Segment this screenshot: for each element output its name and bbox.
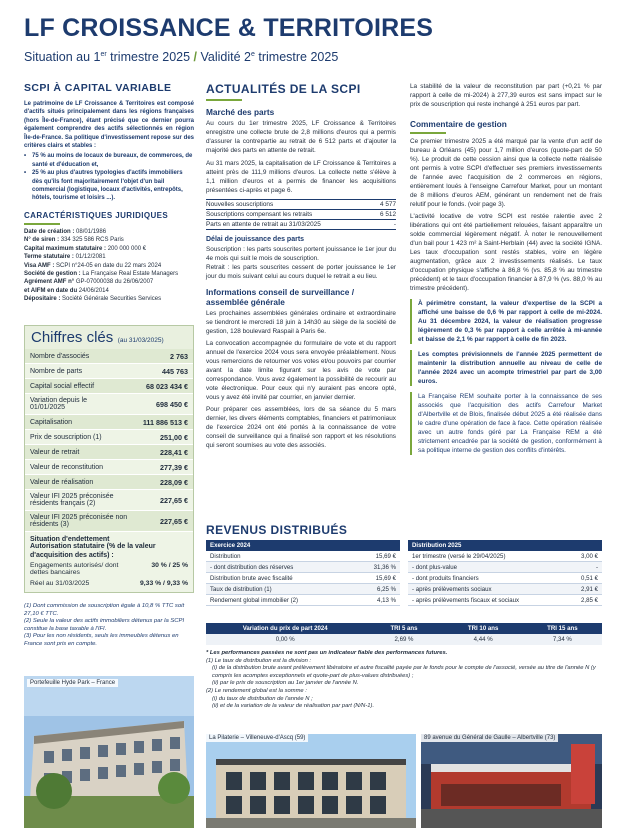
table-header: Exercice 2024 <box>206 540 400 551</box>
revenues-title: REVENUS DISTRIBUÉS <box>206 523 348 537</box>
footnote: * Les performances passées ne sont pas un indicateur fiable des performances futures. <box>206 650 448 656</box>
legal-key: Société de gestion : <box>24 270 81 277</box>
news-paragraph: La convocation accompagnée du formulaire de vote et du rapport annuel de l'exercice 2024 vous sera envoyée préalablement. Nous vous remercions de retourner vos votes et/ou pouvoirs par courrier avant la date limite figurant sur les avis de vote par correspondance. Vous avez également la possibilité de recourir au vote électronique. Pour ceux qui n'y auraient pas encore opté, vous y avez été invité par courrier, en janvier dernier. <box>206 340 396 401</box>
row-value: 277,39 € <box>160 462 188 472</box>
news-subheading: Délai de jouissance des parts <box>206 236 305 243</box>
row-label: Distribution brute avec fiscalité <box>210 574 293 582</box>
cell: 4,44 % <box>473 636 493 643</box>
news-paragraph: Pour préparer ces assemblées, lors de sa séance du 5 mars dernier, les divers éléments comptables, financiers et patrimoniaux de l'exercice 2024 ont été portés à la connaissance de votre conseil de surveillance qui a finalisé son rapport et les résolutions qui seront soumises au vote des associés. <box>206 406 396 449</box>
table-row <box>25 460 193 475</box>
row-value: 6,25 % <box>377 585 396 593</box>
row-label: Capitalisation <box>30 418 73 426</box>
table-row <box>206 200 396 210</box>
news-subheading: Marché des parts <box>206 107 275 117</box>
table-row <box>408 562 602 573</box>
legal-value: GP-07000038 du 26/06/2007 <box>75 279 154 286</box>
divider <box>24 223 60 225</box>
footnote: (3) Pour les non résidents, seuls les immeubles détenus en France sont pris en compte. <box>24 633 179 647</box>
row-label: Parts en attente de retrait au 31/03/2025 <box>206 221 321 228</box>
row-label: - après prélèvements fiscaux et sociaux <box>412 596 520 604</box>
row-label: 1er trimestre (versé le 29/04/2025) <box>412 552 506 560</box>
footnote: (i) du taux de distribution de l'année N ; <box>212 695 313 702</box>
left-column <box>24 82 194 304</box>
table-header-row <box>206 623 602 634</box>
photo-caption: 89 avenue du Général de Gaulle – Albertville (73) <box>421 734 558 742</box>
subtitle-part: trimestre 2025 <box>106 50 191 64</box>
management-title: Commentaire de gestion <box>410 119 507 129</box>
table-row <box>25 430 193 445</box>
subtitle-sup: er <box>100 50 107 58</box>
table-row <box>25 511 193 532</box>
news-paragraph: Au 31 mars 2025, la capitalisation de LF Croissance & Territoires a atteint près de 111,9 millions d'euros. La collecte nette s'élève à 1,1 million d'euros et a permis de financer les acquisitions présentées ci-après et page 6. <box>206 160 396 194</box>
footnote: (2) Seule la valeur des actifs immobiliers détenus par la SCPI constitue la base taxable à l'IFI. <box>24 618 185 632</box>
legal-value: SCPI n°24-05 en date du 22 mars 2024 <box>56 262 162 269</box>
legal-key: et AIFM en date du <box>24 287 78 294</box>
list-item: • 75 % au moins de locaux de bureaux, de commerces, de santé et d'éducation et, <box>24 152 194 169</box>
table-row <box>25 394 193 415</box>
key-figures-title: Chiffres clés <box>31 329 114 346</box>
column-header: TRI 10 ans <box>467 625 499 632</box>
legal-item <box>24 228 194 236</box>
footnote: (i) de la distribution brute avant prélèvement libératoire et autre fiscalité payée par le fonds pour le compte de l'associé, versée au titre de l'année N (y compris les acomptes exceptionnels et quote-part de plus-values distribuées) ; <box>212 665 596 679</box>
row-label: - dont distribution des réserves <box>210 563 294 571</box>
footnote: (1) Le taux de distribution est la division : <box>206 657 312 664</box>
scpi-bullets <box>24 152 194 202</box>
table-row <box>25 445 193 460</box>
legal-key: Capital maximum statutaire : <box>24 245 107 252</box>
debt-title: Situation d'endettement <box>30 536 110 543</box>
legal-item <box>24 287 194 295</box>
row-value: 228,09 € <box>160 477 188 487</box>
row-value: 9,33 % / 9,33 % <box>140 580 188 587</box>
table-row <box>408 573 602 584</box>
row-value: 2,91 € <box>581 585 598 593</box>
legal-value: Société Générale Securities Services <box>62 296 162 303</box>
legal-item <box>24 270 194 278</box>
photo-caption: Portefeuille Hyde Park – France <box>27 679 118 687</box>
highlight-box <box>410 350 602 386</box>
legal-item <box>24 253 194 261</box>
debt-section <box>25 532 193 592</box>
cell: 7,34 % <box>552 636 572 643</box>
highlight-box <box>410 392 602 455</box>
legal-value: 334 325 586 RCS Paris <box>60 237 124 244</box>
table-body <box>206 551 400 606</box>
legal-item <box>24 245 194 253</box>
photo-hyde-park <box>24 676 194 828</box>
legal-value: 08/01/1986 <box>76 228 107 235</box>
row-label: Prix de souscription (1) <box>30 433 102 441</box>
row-value: 4,13 % <box>377 596 396 604</box>
table-row <box>408 584 602 595</box>
row-value: 0,51 € <box>581 574 598 582</box>
subtitle-slash: / <box>193 50 198 64</box>
row-value: 4 577 <box>380 201 396 208</box>
scpi-section-title: SCPI À CAPITAL VARIABLE <box>24 82 172 94</box>
management-paragraph: L'activité locative de votre SCPI est restée ralentie avec 2 libérations qui ont été partiellement relouées, faisant apparaître un solde commercial légèrement négatif. À noter le renouvellement d'un bail pour 1 423 m² à Saint-Herblain (44) avec la société IGNA. Les taux d'occupation sont restés stables, voire en légère augmentation, grâce aux 2 investissements réalisés. Le taux d'occupation physique s'affiche à 86,8 % (vs. 85,8 % au trimestre précédent) et le taux d'occupation financier à 87,9 % (vs. 88,0 % au trimestre précédent). <box>410 213 602 292</box>
row-value: 227,65 € <box>160 516 188 526</box>
row-value: 2,85 € <box>581 596 598 604</box>
legal-value: 200 000 000 € <box>107 245 147 252</box>
row-label: Valeur IFI 2025 préconisée non résidents (3) <box>30 514 128 528</box>
key-figures-box <box>24 325 194 593</box>
table-row <box>408 595 602 606</box>
row-label: Valeur de reconstitution <box>30 463 104 471</box>
row-label: Souscriptions compensant les retraits <box>206 211 313 218</box>
row-label: Engagements autorisés/ dont dettes bancaires <box>30 562 119 576</box>
management-paragraph: Ce premier trimestre 2025 a été marqué par la vente d'un actif de bureau à Orléans (45) pour 1,7 million d'euros (quote-part de 50 %). Le produit de cette cession ainsi que la collecte nette réalisée ont permis à votre SCPI d'effectuer ses premiers investissements de l'année avec l'acquisition de 2 commerces en régions, entièrement loués à l'enseigne Carrefour Market, pour un montant de 8 millions d'euros AEM, générant un rendement net de frais relutif pour le fonds. (voir page 3). <box>410 138 602 208</box>
table-row <box>206 573 400 584</box>
footnote: (1) Dont commission de souscription égale à 10,8 % TTC soit 27,10 € TTC. <box>24 603 185 617</box>
row-value: - <box>393 221 396 228</box>
news-paragraph: Retrait : les parts souscrites cessent de porter jouissance le 1er jour du mois suivant celui au cours duquel le retrait a eu lieu. <box>206 264 396 280</box>
row-value: 251,00 € <box>160 432 188 442</box>
table-row <box>206 595 400 606</box>
legal-value: 01/12/2081 <box>75 254 106 261</box>
column-header: TRI 15 ans <box>547 625 578 632</box>
photo-caption: La Pilaterie – Villeneuve-d'Ascq (59) <box>206 734 308 742</box>
row-label: Capital social effectif <box>30 382 95 390</box>
row-label: Nombre de parts <box>30 367 83 375</box>
table-row <box>206 220 396 230</box>
news-subheading: Informations conseil de surveillance / assemblée générale <box>206 287 355 307</box>
row-label: Réel au 31/03/2025 <box>30 580 90 587</box>
distribution-tables <box>206 540 602 606</box>
row-value: 15,69 € <box>375 574 396 582</box>
legal-value: La Française Real Estate Managers <box>82 270 179 277</box>
row-value: 15,69 € <box>375 552 396 560</box>
row-value: 227,65 € <box>160 495 188 505</box>
row-label: - après prélèvements sociaux <box>412 585 492 593</box>
news-paragraph: Au cours du 1er trimestre 2025, LF Croissance & Territoires enregistre une collecte brute de 2,8 millions d'euros qui a permis d'assurer la contrepartie au retrait de 6 512 parts et d'ajouter la majorité des parts en attente de retrait. <box>206 120 396 154</box>
row-label: - dont produits financiers <box>412 574 479 582</box>
legal-key: Agrément AMF n° <box>24 279 75 286</box>
key-figures-header <box>25 326 193 349</box>
news-paragraph: Les prochaines assemblées générales ordinaire et extraordinaire se tiendront le mercredi 18 juin à 14h30 au siège de la société de gestion, 128 boulevard Raspail à Paris 6e. <box>206 310 396 335</box>
row-value: 2 763 <box>170 351 188 361</box>
row-value: - <box>595 563 598 571</box>
photo-pilaterie <box>206 734 416 828</box>
exercise-2024-table <box>206 540 400 606</box>
row-value: 30 % / 25 % <box>151 562 188 569</box>
row-label: Nouvelles souscriptions <box>206 201 274 208</box>
row-label: Valeur IFI 2025 préconisée résidents français (2) <box>30 493 114 507</box>
list-item: • 25 % au plus d'autres typologies d'actifs immobiliers dès qu'ils font majoritairement l'objet d'un bail commercial (logistique, locaux d'activités, entrepôts, hôtels, tourisme et loisirs ...). <box>24 169 194 203</box>
table-row <box>206 562 400 573</box>
key-figures-table <box>25 349 193 532</box>
subtitle-part: trimestre 2025 <box>254 50 339 64</box>
table-row <box>206 584 400 595</box>
legal-key: Terme statutaire : <box>24 254 74 261</box>
table-row <box>25 490 193 511</box>
revenues-notes <box>206 650 602 711</box>
divider <box>206 99 242 101</box>
key-figures-date: (au 31/03/2025) <box>117 337 164 344</box>
legal-item <box>24 262 194 270</box>
column-header: Variation du prix de part 2024 <box>242 625 328 632</box>
row-value: 31,36 % <box>373 563 396 571</box>
table-row <box>206 634 602 645</box>
legal-item <box>24 278 194 286</box>
performance-table <box>206 623 602 645</box>
row-value: 3,00 € <box>581 552 598 560</box>
row-value: 68 023 434 € <box>146 381 188 391</box>
table-row <box>25 364 193 379</box>
highlight-paragraph: Les comptes prévisionnels de l'année 2025 permettent de maintenir la distribution annuelle au niveau de celle de l'année 2024 avec un acompte trimestriel par part de 3,00 euros. <box>418 351 602 385</box>
row-label: Rendement global immobilier (2) <box>210 596 299 604</box>
table-row <box>206 210 396 220</box>
table-row <box>25 379 193 394</box>
table-row <box>408 551 602 562</box>
legal-item <box>24 236 194 244</box>
table-row <box>206 551 400 562</box>
row-value: 228,41 € <box>160 447 188 457</box>
row-label: Distribution <box>210 552 241 560</box>
building-illustration <box>421 734 602 828</box>
highlight-paragraph: À périmètre constant, la valeur d'expertise de la SCPI a affiché une baisse de 0,6 % par rapport à celle de mi-2024. Au 31 décembre 2024, la valeur de réalisation progresse légèrement de 0,3 % par rapport à celle arrêtée à mi-année et baisse de 2,1 % par rapport à celle de fin 2023. <box>418 300 602 343</box>
footnote: (ii) et de la variation de la valeur de réalisation par part (N/N-1). <box>212 703 375 710</box>
footnote: (2) Le rendement global est la somme : <box>206 687 307 694</box>
news-title: ACTUALITÉS DE LA SCPI <box>206 82 361 96</box>
column-header: TRI 5 ans <box>390 625 418 632</box>
legal-key: Dépositaire : <box>24 296 61 303</box>
subtitle-sup: e <box>251 50 255 58</box>
row-label: Valeur de retrait <box>30 448 80 456</box>
cell: 0,00 % <box>275 636 295 643</box>
middle-column <box>206 82 396 450</box>
row-label: Valeur de réalisation <box>30 478 94 486</box>
subscriptions-table <box>206 199 396 230</box>
row-value: 445 763 <box>162 366 188 376</box>
distribution-2025-table <box>408 540 602 606</box>
right-column <box>410 82 602 455</box>
row-value: 111 886 513 € <box>142 417 188 427</box>
table-body <box>408 551 602 606</box>
highlight-paragraph: La Française REM souhaite porter à la connaissance de ses associés que l'acquisition des actifs Carrefour Market d'Albertville et de Blois, finalisée début 2025 a été réalisée dans le cadre d'une opération de face à face. Cette opération réalisée avec un autre fonds géré par La Française REM a été strictement encadrée par la société de gestion, conformément à sa politique interne de gestion des conflits d'intérêts. <box>418 393 602 454</box>
row-label: Variation depuis le 01/01/2025 <box>30 397 88 411</box>
scpi-intro: Le patrimoine de LF Croissance & Territoires est composé d'actifs situés principalement dans les régions françaises (hors Île-de-France), étant précisé que ce dernier pourra également comprendre des actifs sélectionnés en région Île-de-France. Sa politique d'investissement repose sur des critères clairs et stables : <box>24 101 194 150</box>
subtitle-part: Situation au 1 <box>24 50 101 64</box>
key-figures-notes <box>24 603 194 648</box>
valuation-paragraph: La stabilité de la valeur de reconstitution par part (+0,21 % par rapport à celle de mi-2024) à 277,39 euros est sans impact sur le prix de souscription qui reste inchangé à 251 euros par part. <box>410 83 602 108</box>
row-label: Taux de distribution (1) <box>210 585 272 593</box>
subtitle-part: Validité 2 <box>200 50 252 64</box>
debt-subtitle: Autorisation statutaire (% de la valeur d'acquisition des actifs) : <box>30 543 156 559</box>
table-row <box>25 349 193 364</box>
table-row <box>25 475 193 490</box>
news-paragraph: Souscription : les parts souscrites portent jouissance le 1er jour du 4e mois qui suit le mois de souscription. <box>206 246 396 262</box>
debt-row <box>30 578 188 589</box>
footnote: (ii) par le prix de souscription au 1er janvier de l'année N. <box>212 680 359 687</box>
table-row <box>25 415 193 430</box>
page-subtitle <box>24 50 338 64</box>
debt-row <box>30 560 188 578</box>
photo-albertville <box>421 734 602 828</box>
row-value: 6 512 <box>380 211 396 218</box>
legal-key: Visa AMF : <box>24 262 55 269</box>
building-illustration <box>24 676 194 828</box>
cell: 2,69 % <box>394 636 414 643</box>
row-label: Nombre d'associés <box>30 352 90 360</box>
building-illustration <box>206 734 416 828</box>
row-value: 698 450 € <box>156 399 188 409</box>
table-header: Distribution 2025 <box>408 540 602 551</box>
divider <box>410 132 446 134</box>
highlight-box <box>410 299 602 344</box>
legal-list <box>24 228 194 304</box>
page-title: LF CROISSANCE & TERRITOIRES <box>24 14 434 42</box>
legal-key: Date de création : <box>24 228 75 235</box>
legal-value: 24/06/2014 <box>78 287 109 294</box>
row-label: - dont plus-value <box>412 563 458 571</box>
legal-item <box>24 295 194 303</box>
legal-key: N° de siren : <box>24 237 60 244</box>
legal-title: CARACTÉRISTIQUES JURIDIQUES <box>24 210 169 220</box>
